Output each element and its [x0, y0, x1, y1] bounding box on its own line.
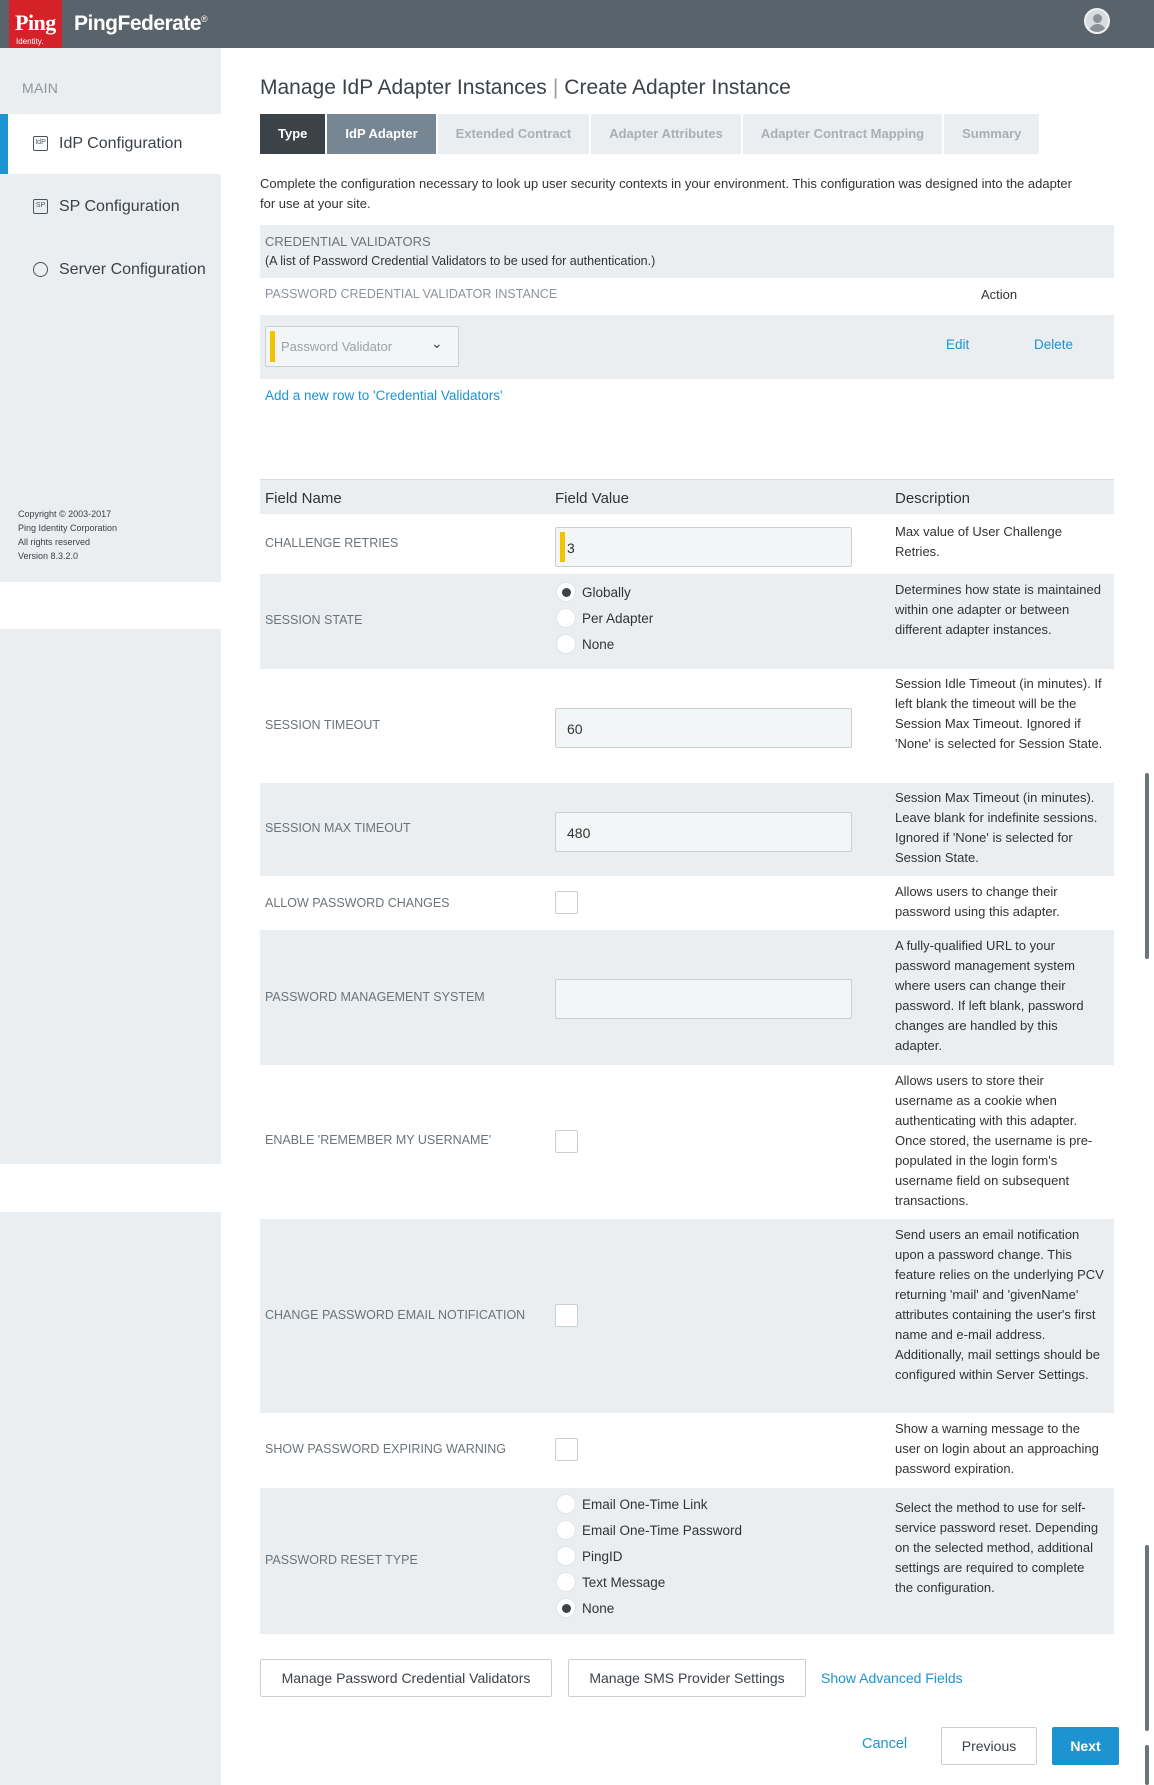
wizard-tabs: [260, 114, 1041, 154]
radio-circle: [556, 582, 576, 602]
field-description: Show a warning message to the user on login about an approaching password expiration.: [895, 1421, 1099, 1476]
app-name: PingFederate: [74, 12, 202, 35]
field-description: Select the method to use for self-service password reset. Depending on the selected method, additional settings are required to complete the configuration.: [895, 1500, 1099, 1595]
sidebar-active-arrow: [219, 114, 229, 176]
tab-adapter-contract-mapping[interactable]: Adapter Contract Mapping: [743, 114, 944, 154]
session-timeout-input[interactable]: [555, 708, 852, 748]
credential-validators-header: [260, 225, 1114, 278]
sidebar-item-label: Server Configuration: [59, 261, 206, 278]
tab-type[interactable]: Type: [260, 114, 327, 154]
password-expiring-warning-checkbox[interactable]: [555, 1438, 578, 1461]
ping-logo[interactable]: [9, 0, 62, 51]
tab-extended-contract[interactable]: Extended Contract: [438, 114, 592, 154]
sidebar-item-label: IdP Configuration: [59, 135, 183, 152]
field-label: SHOW PASSWORD EXPIRING WARNING: [265, 1442, 506, 1456]
idp-icon: IdP: [33, 136, 48, 151]
field-table-header: [260, 479, 1114, 514]
tab-summary[interactable]: Summary: [944, 114, 1041, 154]
table-row: [260, 1065, 1114, 1219]
field-label: ENABLE 'REMEMBER MY USERNAME': [265, 1133, 492, 1147]
field-description: Session Idle Timeout (in minutes). If left blank the timeout will be the Session Max Timeout. Ignored if 'None' is selected for Session State.: [895, 676, 1103, 751]
radio-circle: [556, 1572, 576, 1592]
intro-text: Complete the configuration necessary to look up user security contexts in your environment. This configuration was designed into the adapter for use at your site.: [260, 176, 1072, 211]
radio-label: Text Message: [582, 1575, 666, 1590]
field-description: Max value of User Challenge Retries.: [895, 524, 1062, 559]
required-indicator: [270, 331, 275, 362]
remember-username-checkbox[interactable]: [555, 1130, 578, 1153]
radio-circle: [556, 1546, 576, 1566]
input-value: 480: [567, 825, 591, 841]
avatar-body: [1089, 24, 1106, 34]
page-title: [260, 76, 791, 100]
input-value: 60: [567, 721, 583, 737]
avatar-head: [1093, 14, 1102, 23]
action-column-header: Action: [981, 287, 1018, 302]
radio-circle: [556, 1598, 576, 1618]
radio-label: None: [582, 637, 615, 652]
field-description: Determines how state is maintained within one adapter or between different adapter instances.: [895, 582, 1101, 637]
sp-icon: SP: [33, 199, 48, 214]
sidebar-background-bottom: [0, 1212, 221, 1785]
chevron-down-icon: ⌄: [431, 335, 443, 351]
field-description: Allows users to store their username as a cookie when authenticating with this adapter. Once stored, the username is pre-populated in the login form's username field on subsequent transactions.: [895, 1073, 1093, 1208]
breadcrumb-parent[interactable]: Manage IdP Adapter Instances: [260, 76, 547, 99]
app-trademark: ®: [201, 14, 208, 24]
field-label: CHALLENGE RETRIES: [265, 536, 399, 550]
table-row: [260, 514, 1114, 574]
sidebar-background-mid: [0, 629, 221, 1164]
breadcrumb-current: Create Adapter Instance: [564, 76, 791, 99]
add-row-link[interactable]: Add a new row to 'Credential Validators': [265, 388, 503, 403]
field-label: ALLOW PASSWORD CHANGES: [265, 896, 450, 910]
challenge-retries-input[interactable]: [555, 527, 852, 567]
radio-label: PingID: [582, 1549, 623, 1564]
table-row: [260, 669, 1114, 783]
app-title: [74, 12, 207, 36]
allow-password-changes-checkbox[interactable]: [555, 891, 578, 914]
table-row: [260, 574, 1114, 669]
radio-circle: [556, 608, 576, 628]
table-row: [260, 1488, 1114, 1634]
version-line: Version 8.3.2.0: [18, 551, 79, 561]
field-label: PASSWORD RESET TYPE: [265, 1553, 418, 1567]
breadcrumb-separator: |: [552, 76, 559, 99]
tab-adapter-attributes[interactable]: Adapter Attributes: [591, 114, 743, 154]
next-button[interactable]: Next: [1052, 1727, 1119, 1765]
pcv-instance-column-header: PASSWORD CREDENTIAL VALIDATOR INSTANCE: [265, 287, 558, 301]
required-indicator: [560, 532, 565, 562]
table-row: [260, 1413, 1114, 1488]
delete-link[interactable]: Delete: [1034, 337, 1074, 352]
field-label: PASSWORD MANAGEMENT SYSTEM: [265, 990, 485, 1004]
radio-label: Per Adapter: [582, 611, 654, 626]
field-description: Allows users to change their password using this adapter.: [895, 884, 1060, 919]
field-label: SESSION STATE: [265, 613, 363, 627]
radio-circle: [556, 1520, 576, 1540]
select-placeholder: Password Validator: [281, 339, 393, 354]
user-avatar-icon[interactable]: [1084, 8, 1110, 34]
description-header: Description: [895, 490, 971, 507]
tab-idp-adapter[interactable]: IdP Adapter: [327, 114, 437, 154]
pcv-table-row: [260, 315, 1114, 379]
edit-link[interactable]: Edit: [946, 337, 970, 352]
field-label: SESSION MAX TIMEOUT: [265, 821, 411, 835]
field-value-header: Field Value: [555, 490, 629, 507]
input-value: 3: [567, 540, 575, 556]
table-row: [260, 1219, 1114, 1413]
radio-label: Globally: [582, 585, 631, 600]
field-label: CHANGE PASSWORD EMAIL NOTIFICATION: [265, 1308, 526, 1322]
change-password-email-checkbox[interactable]: [555, 1304, 578, 1327]
scrollbar-thumb[interactable]: [1145, 1745, 1149, 1785]
field-description: A fully-qualified URL to your password management system where users can change their password. If left blank, password changes are handled by this adapter.: [895, 938, 1084, 1053]
password-management-system-input[interactable]: [555, 979, 852, 1019]
credential-validators-subtitle: (A list of Password Credential Validators to be used for authentication.): [265, 254, 656, 268]
table-row: [260, 876, 1114, 930]
logo-subtext: Identity.: [16, 37, 44, 46]
manage-pcv-button[interactable]: Manage Password Credential Validators: [260, 1659, 552, 1697]
radio-circle: [556, 634, 576, 654]
sidebar-item-label: SP Configuration: [59, 198, 180, 215]
radio-label: None: [582, 1601, 615, 1616]
radio-circle: [556, 1494, 576, 1514]
scrollbar-thumb[interactable]: [1145, 773, 1149, 959]
copyright-line: Copyright © 2003-2017: [18, 509, 112, 519]
sidebar-item-sp-configuration[interactable]: [0, 177, 221, 237]
table-row: [260, 783, 1114, 876]
field-label: SESSION TIMEOUT: [265, 718, 381, 732]
cancel-link[interactable]: Cancel: [862, 1736, 908, 1752]
server-icon: [33, 262, 48, 277]
show-advanced-fields-link[interactable]: Show Advanced Fields: [821, 1670, 963, 1686]
sidebar-item-server-configuration[interactable]: [0, 240, 221, 300]
radio-label: Email One-Time Link: [582, 1497, 708, 1512]
copyright: [18, 507, 117, 563]
sidebar-item-idp-configuration[interactable]: [0, 114, 221, 174]
field-description: Session Max Timeout (in minutes). Leave blank for indefinite sessions. Ignored if 'None' is selected for Session State.: [895, 790, 1098, 865]
table-row: [260, 930, 1114, 1065]
sidebar-section-title: MAIN: [22, 80, 59, 96]
logo-text: Ping: [15, 10, 56, 35]
scrollbar-thumb[interactable]: [1145, 1545, 1149, 1731]
credential-validators-title: CREDENTIAL VALIDATORS: [265, 234, 431, 249]
field-description: Send users an email notification upon a password change. This feature relies on the underlying PCV returning 'mail' and 'givenName' attributes containing the user's first name and e-mail address. Additionally, mail settings should be configured within Server Settings.: [895, 1227, 1104, 1382]
previous-button[interactable]: Previous: [941, 1727, 1037, 1765]
password-validator-select[interactable]: [265, 326, 459, 367]
top-bar: [0, 0, 1154, 48]
copyright-line: Ping Identity Corporation: [18, 523, 118, 533]
field-name-header: Field Name: [265, 490, 342, 507]
copyright-line: All rights reserved: [18, 537, 91, 547]
session-max-timeout-input[interactable]: [555, 812, 852, 852]
manage-sms-button[interactable]: Manage SMS Provider Settings: [568, 1659, 806, 1697]
radio-label: Email One-Time Password: [582, 1523, 743, 1538]
